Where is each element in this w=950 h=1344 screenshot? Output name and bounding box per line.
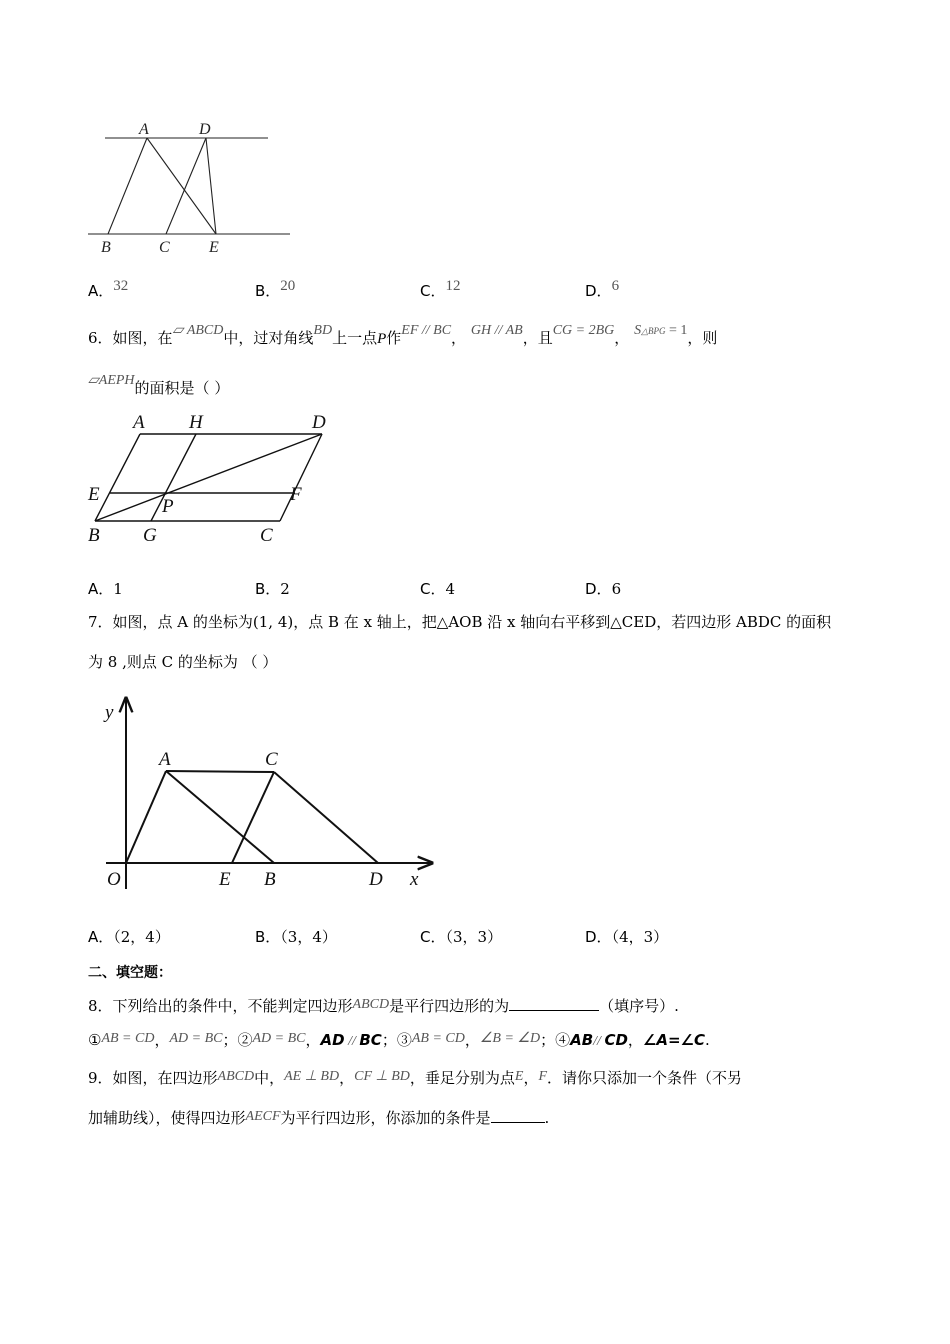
diagonal-bd [95, 434, 322, 521]
q9-question-line1: 9．如图，在四边形ABCD中，AE ⊥ BD，CF ⊥ BD，垂足分别为点E，F．请你只添加一个条件（不另 [88, 1069, 743, 1087]
label-a: A [133, 412, 145, 433]
segment-ab [166, 771, 274, 863]
label-p: P [162, 496, 174, 517]
label-y: y [105, 702, 114, 723]
q8-conditions: ①AB = CD，AD = BC；②AD = BC，AD // BC；③AB = CD，∠B = ∠D；④AB// CD，∠A=∠C. [88, 1031, 710, 1049]
q7-question-line2: 为 8 ,则点 C 的坐标为 （ ） [88, 653, 278, 671]
label-d: D [199, 121, 211, 138]
label-b: B [264, 869, 276, 890]
label-c: C [265, 749, 278, 770]
figure-q7 [96, 694, 441, 894]
q9-question-line2: 加辅助线），使得四边形AECF为平行四边形，你添加的条件是 . [88, 1109, 550, 1127]
q5-option-a[interactable]: A．32 [88, 278, 129, 300]
answer-blank[interactable] [509, 996, 599, 1011]
label-h: H [189, 412, 203, 433]
segment-cd [274, 772, 378, 863]
label-e: E [209, 239, 219, 256]
label-d: D [312, 412, 326, 433]
q6-option-d[interactable]: D．6 [585, 580, 622, 598]
q7-option-b[interactable]: B．（3，4） [255, 928, 337, 946]
segment-ac [166, 771, 274, 772]
q5-option-c[interactable]: C．12 [420, 278, 461, 300]
q7-question-line1: 7．如图，点 A 的坐标为(1, 4)，点 B 在 x 轴上，把△AOB 沿 x 轴向右平移到△CED，若四边形 ABDC 的面积 [88, 613, 832, 631]
q5-option-d[interactable]: D．6 [585, 278, 620, 300]
label-o: O [107, 869, 121, 890]
q7-option-a[interactable]: A．（2，4） [88, 928, 170, 946]
figure-q6 [84, 410, 344, 552]
q5-option-b[interactable]: B．20 [255, 278, 296, 300]
label-x: x [410, 869, 419, 890]
label-b: B [101, 239, 111, 256]
q6-option-c[interactable]: C．4 [420, 580, 456, 598]
segment-dc [166, 138, 206, 234]
figure-q5 [80, 112, 300, 260]
label-e: E [219, 869, 231, 890]
label-c: C [260, 525, 273, 546]
label-d: D [369, 869, 383, 890]
label-f: F [290, 484, 302, 505]
label-a: A [159, 749, 171, 770]
q6-option-b[interactable]: B．2 [255, 580, 290, 598]
segment-ae [147, 138, 216, 234]
q8-question-line1: 8．下列给出的条件中，不能判定四边形ABCD是平行四边形的为 （填序号）. [88, 997, 679, 1015]
q6-question-line1: 6．如图，在▱ ABCD中，过对角线BD上一点P作EF // BC， GH // AB，且CG = 2BG， S△BPG = 1，则 [88, 323, 718, 347]
segment-ab [108, 138, 147, 234]
q6-option-a[interactable]: A．1 [88, 580, 123, 598]
label-e: E [88, 484, 100, 505]
label-b: B [88, 525, 100, 546]
label-c: C [159, 239, 170, 256]
segment-oa [126, 771, 166, 863]
label-a: A [139, 121, 149, 138]
q7-option-c[interactable]: C．（3，3） [420, 928, 503, 946]
segment-ce [232, 772, 274, 863]
answer-blank[interactable] [491, 1108, 545, 1123]
q6-question-line2: ▱AEPH的面积是（ ） [88, 373, 230, 397]
side-ab [95, 434, 140, 521]
label-g: G [143, 525, 157, 546]
segment-de [206, 138, 216, 234]
q7-option-d[interactable]: D．（4，3） [585, 928, 669, 946]
section-title: 二、填空题： [88, 965, 172, 981]
